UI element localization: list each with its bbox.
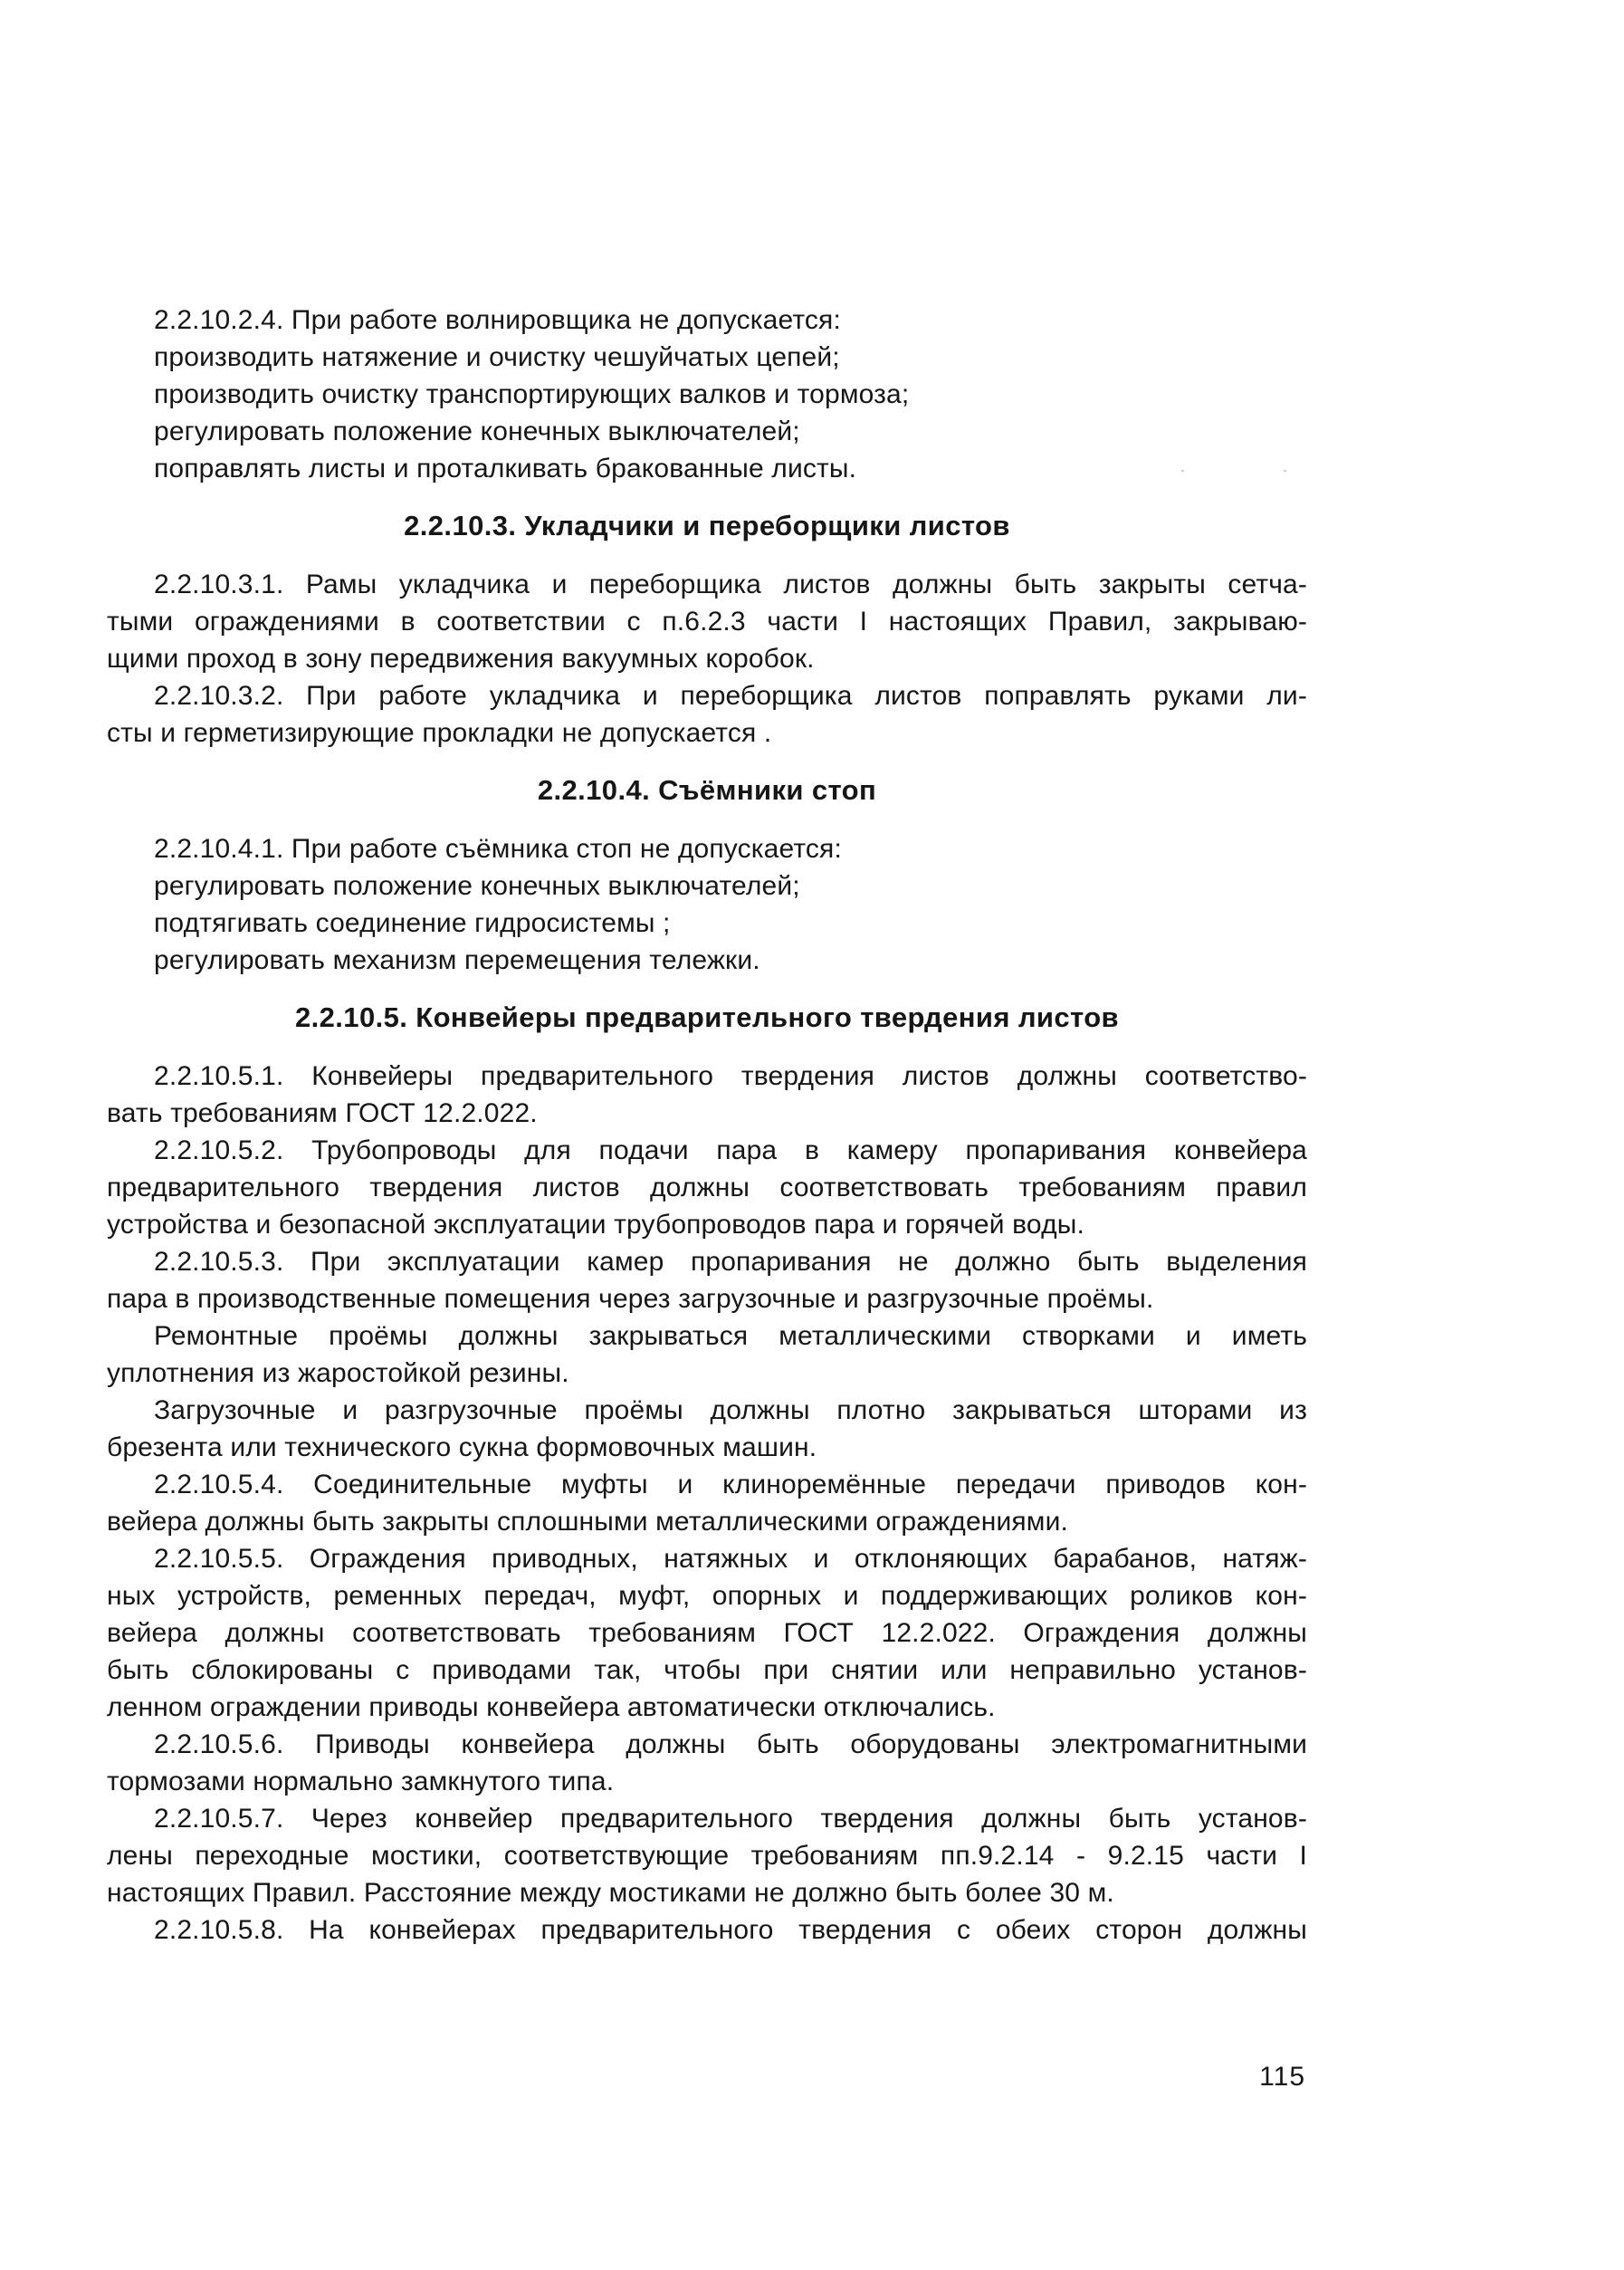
- text-line: щими проход в зону передвижения вакуумных коробок.: [107, 644, 815, 674]
- text-line: вейера должны соответствовать требованиям ГОСТ 12.2.022. Ограждения должны: [107, 1618, 1307, 1648]
- text-line: производить очистку транспортирующих валков и тормоза;: [154, 379, 910, 409]
- document-page: [107, 302, 1307, 1949]
- clause-2-2-10-3: [107, 566, 1307, 752]
- clause-2-2-10-2-4: [154, 302, 1307, 487]
- text-line: 2.2.10.5.6. Приводы конвейера должны быть оборудованы электромагнитными: [154, 1729, 1307, 1759]
- section-heading-wrap: [107, 771, 1307, 809]
- text-line: 2.2.10.3.1. Рамы укладчика и переборщика листов должны быть закрыты сетча-: [154, 570, 1307, 599]
- text-line: 2.2.10.5.3. При эксплуатации камер пропаривания не должно быть выделения: [154, 1247, 1307, 1277]
- text-line: 2.2.10.5.8. На конвейерах предварительного твердения с обеих сторон должны: [154, 1915, 1307, 1945]
- text-line: 2.2.10.5.2. Трубопроводы для подачи пара в камеру пропаривания конвейера: [154, 1135, 1307, 1165]
- clause-2-2-10-4: [154, 830, 1307, 979]
- text-line: вейера должны быть закрыты сплошными металлическими ограждениями.: [107, 1507, 1068, 1537]
- text-line: 2.2.10.5.1. Конвейеры предварительного твердения листов должны соответство-: [154, 1061, 1307, 1091]
- text-line: сты и герметизирующие прокладки не допускается .: [107, 718, 772, 748]
- text-line: лены переходные мостики, соответствующие требованиям пп.9.2.14 - 9.2.15 части I: [107, 1841, 1307, 1871]
- text-line: 2.2.10.4.1. При работе съёмника стоп не допускается:: [154, 834, 842, 864]
- text-line: производить натяжение и очистку чешуйчатых цепей;: [154, 342, 840, 372]
- text-line: уплотнения из жаростойкой резины.: [107, 1358, 569, 1388]
- text-line: 2.2.10.5.7. Через конвейер предварительного твердения должны быть установ-: [154, 1804, 1307, 1834]
- text-line: ленном ограждении приводы конвейера автоматически отключались.: [107, 1692, 996, 1722]
- text-line: пара в производственные помещения через загрузочные и разгрузочные проёмы.: [107, 1284, 1154, 1314]
- text-line: регулировать механизм перемещения тележки.: [154, 945, 760, 975]
- text-line: быть сблокированы с приводами так, чтобы при снятии или неправильно установ-: [107, 1655, 1307, 1685]
- text-line: поправлять листы и проталкивать бракованные листы.: [154, 454, 857, 484]
- text-line: настоящих Правил. Расстояние между мостиками не должно быть более 30 м.: [107, 1878, 1114, 1908]
- text-line: устройства и безопасной эксплуатации трубопроводов пара и горячей воды.: [107, 1210, 1084, 1240]
- text-line: подтягивать соединение гидросистемы ;: [154, 908, 671, 938]
- scan-speck: [1284, 470, 1286, 472]
- text-line: предварительного твердения листов должны соответствовать требованиям правил: [107, 1173, 1307, 1202]
- section-heading-wrap: [107, 999, 1307, 1036]
- text-line: вать требованиям ГОСТ 12.2.022.: [107, 1098, 538, 1128]
- section-heading-2-2-10-5: 2.2.10.5. Конвейеры предварительного твердения листов: [295, 1001, 1119, 1033]
- text-line: регулировать положение конечных выключателей;: [154, 417, 800, 446]
- section-heading-2-2-10-4: 2.2.10.4. Съёмники стоп: [537, 774, 877, 806]
- text-line: 2.2.10.2.4. При работе волнировщика не допускается:: [154, 305, 841, 335]
- text-line: 2.2.10.5.5. Ограждения приводных, натяжных и отклоняющих барабанов, натяж-: [154, 1544, 1307, 1574]
- page-number: 115: [1259, 2062, 1305, 2092]
- clause-2-2-10-5: [107, 1058, 1307, 1949]
- text-line: Ремонтные проёмы должны закрываться металлическими створками и иметь: [154, 1321, 1307, 1351]
- text-line: ных устройств, ременных передач, муфт, опорных и поддерживающих роликов кон-: [107, 1581, 1307, 1611]
- text-line: брезента или технического сукна формовочных машин.: [107, 1432, 817, 1462]
- scan-speck: [1181, 470, 1184, 472]
- text-line: тыми ограждениями в соответствии с п.6.2.3 части I настоящих Правил, закрываю-: [107, 607, 1307, 637]
- section-heading-wrap: [107, 507, 1307, 544]
- text-line: регулировать положение конечных выключателей;: [154, 871, 800, 901]
- text-line: Загрузочные и разгрузочные проёмы должны плотно закрываться шторами из: [154, 1395, 1307, 1425]
- text-line: 2.2.10.5.4. Соединительные муфты и клиноремённые передачи приводов кон-: [154, 1470, 1307, 1499]
- section-heading-2-2-10-3: 2.2.10.3. Укладчики и переборщики листов: [404, 510, 1010, 541]
- text-line: тормозами нормально замкнутого типа.: [107, 1767, 615, 1796]
- text-line: 2.2.10.3.2. При работе укладчика и переборщика листов поправлять руками ли-: [154, 681, 1307, 711]
